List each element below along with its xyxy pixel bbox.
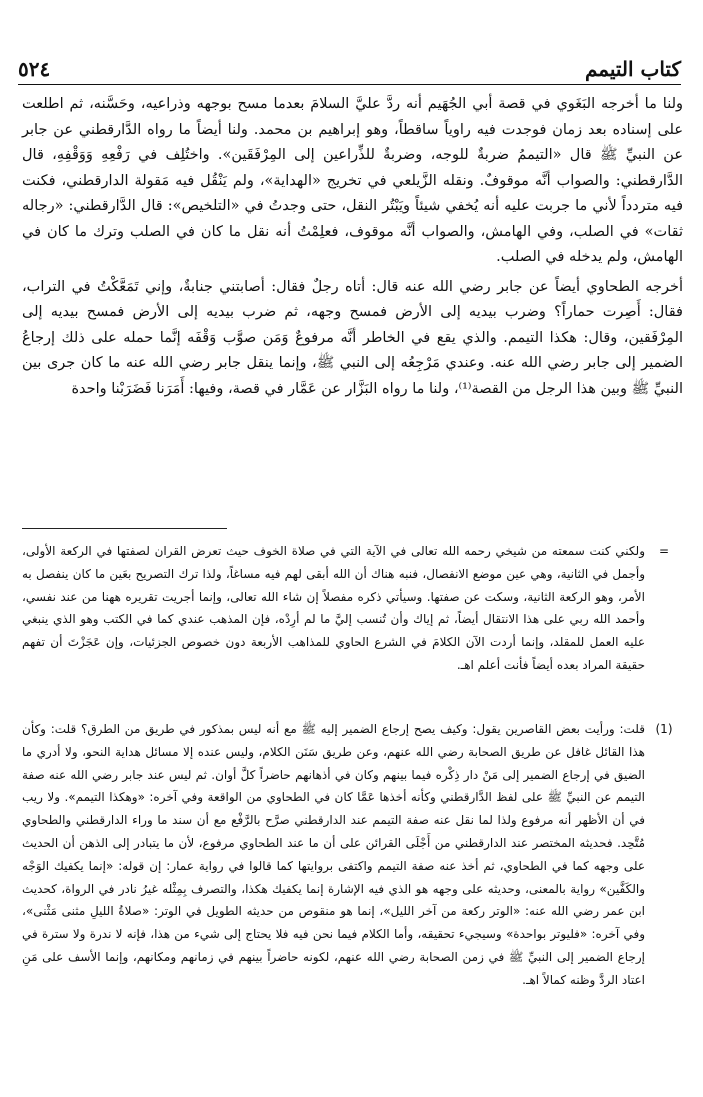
body-paragraph: ولنا ما أخرجه البَغَوي في قصة أبي الجُهَيم أنه ردَّ عليَّ السلامَ بعدما مسح بوجهه وذراعيه، وحَسَّنه، ثم اطلعت على إسناده بعد زمان فوجدت فيه راوياً ساقطاً، وهو إبراهيم بن محمد. ولنا أيضاً ما رواه الدَّارقطني عن جابر عن النبيِّ ﷺ قال «التيممُ ضربةٌ للوجه، وضربةٌ للذِّراعين إلى المِرْفَقَين». واختُلِف في رَفْعِهِ وَوَقْفِهِ، قال الدَّارقطني: والصواب أنَّه موقوفٌ. ونقله الزَّيلعي في تخريج «الهداية»، ولم يَنْقُل فيه مَقولة الدارقطني، فكنت فيه متردداً لأني ما جربت عليه أنه يُخفي شيئاً ويَبْتُر النقل، حتى وجدتُ في «التلخيص»: قال الدَّارقطني: «رجاله ثقات» في الصلب، وفي الهامش، والصواب أنَّه موقوف، فعلِمْتُ أنه نقل ما كان في الصلب وترك ما كان في الهامش، ولم يدخله في الصلب.: [22, 96, 683, 265]
footnote-continuation: [22, 540, 683, 677]
footnote-continuation-text: ولكني كنت سمعته من شيخي رحمه الله تعالى في الآية التي في صلاة الخوف حيث تعرض القران لصفتها في الركعة الأولى، وأجمل في الثانية، وهي عين موضع الانفصال، فنبه هناك أن الله أبقى لهم فيه مساغاً، ولذا ترك التصريح بعَين ما كان ينفصل به الأمر، وهو الركعة الثانية، وسكت عن صفتها. وسيأتي ذكره مفصلاً إن شاء الله تعالى، وإنما أجريت تقريره ههنا من عند نفسي، وأحمد الله ربي على هذا الانتقال أيضاً، ثم إياك وأن تُنسب إليَّ ما لم أرِدْه، فإن المذهب عندي كما في الكتب وهو الذي ينبغي عليه العمل للمقلد، وإنما أردت الآن الكلامَ في الشرع الحاوي للمذاهب الأربعة دون خصوص الجزئيات، وإن عَجَزْتَ أن تفهم حقيقة المراد بعده أيضاً فأنت أعلم اهـ.: [22, 544, 645, 672]
footnote-marker: (1): [655, 722, 673, 736]
footnote-separator: [22, 528, 227, 529]
running-title: كتاب التيمم: [584, 57, 681, 81]
page-number: ٥٢٤: [18, 57, 51, 81]
footnote-1-text: قلت: ورأيت بعض القاصرين يقول: وكيف يصح إرجاع الضمير إليه ﷺ مع أنه ليس بمذكور في طريق من الطرق؟ قلت: وكأن هذا القائل غافل عن طريق الصحابة رضي الله عنهم، وعن طريق سَنَن الكلام، وليس عنده إلا مسائل هداية النحو، ولا أدري ما الضيق في إرجاع الضمير إلى مَنْ دار ذِكْره فيما بينهم وكان في أذهانهم حاضراً كلَّ أوان. ثم ليس عند جابر رضي الله عنه صفة التيمم عن النبيِّ ﷺ على لفظ الدَّارقطني وكأنه أخذها عَمَّا كان في الطحاوي من الواقعة وفي آخره: «وهكذا التيمم». ولا ريب في أن الأظهر أنه مرفوع ولذا لما نقل عنه صفة التيمم عند الدارقطني صرَّح بالرَّفْع مع أن سند ما وراء الدارقطني والطحاوي مُتَّحِد. فحديثه المختصر عند الدارقطني من أَجْلَى القرائن على أن ما عند الطحاوي مرفوع، لأن ما يتبادر إلى الذهن أن الحديث على وجهه كما في الطحاوي، ثم أخذ عنه صفة التيمم واكتفى بروايتها كما قالوا في رواية عمار: إن قوله: «إنما يكفيك الوَجْه والكَفَّين» رواية بالمعنى، وحديثه على وجهه هو الذي فيه الإشارة إنما يكفيك هكذا، والتصرف بِمِثْله غيرُ نادر في الرواة، كحديث ابن عمر رضي الله عنه: «الوتر ركعة من آخر الليل»، إنما هو منقوص من حديثه الطويل في الوتر: «صلاةُ الليلِ مثنى مَثْنى»، وفي آخره: «فليوتر بواحدة» وسيجيء تحقيقه، وأما الكلام فيما نحن فيه فلا يحتاج إلى شيء من هذا، فإنه لا ندرة ولا سترة في إرجاع الضمير إلى النبيِّ ﷺ في زمن الصحابة رضي الله عنهم، لكونه حاضراً بينهم في زمانهم ومكانهم، وإنما الأسف على مَنِ اعتاد الردَّ وظنه كمالاً اهـ.: [22, 722, 645, 987]
body-paragraph: أخرجه الطحاوي أيضاً عن جابر رضي الله عنه قال: أتاه رجلٌ فقال: أصابتني جنابةٌ، وإني تَمَعَّكْتُ في التراب، فقال: أَصِرت حماراً؟ وضرب بيديه إلى الأرض فمسح وجهه، ثم ضرب بيديه إلى الأرض فمسح بيديه إلى المِرْفَقين، وقال: هكذا التيمم. والذي يقع في الخاطر أنَّه مرفوعٌ وَمَن صوَّب وَقْفَه إنَّما حمله على ذلك إرجاعُ الضمير إلى جابر رضي الله عنه. وعندي مَرْجِعُه إلى النبي ﷺ، وإنما ينقل جابر رضي الله عنه ما كان جرى بين النبيِّ ﷺ وبين هذا الرجل من القصة⁽¹⁾، ولنا ما رواه البَزَّار عن عَمَّار في قصة، وفيها: أَمَرَنا فَضَرَبْنا واحدة: [22, 278, 683, 397]
footnote-1: [22, 718, 683, 992]
main-text: [22, 92, 683, 402]
page-header: [18, 52, 681, 85]
continuation-marker: =: [658, 544, 670, 558]
